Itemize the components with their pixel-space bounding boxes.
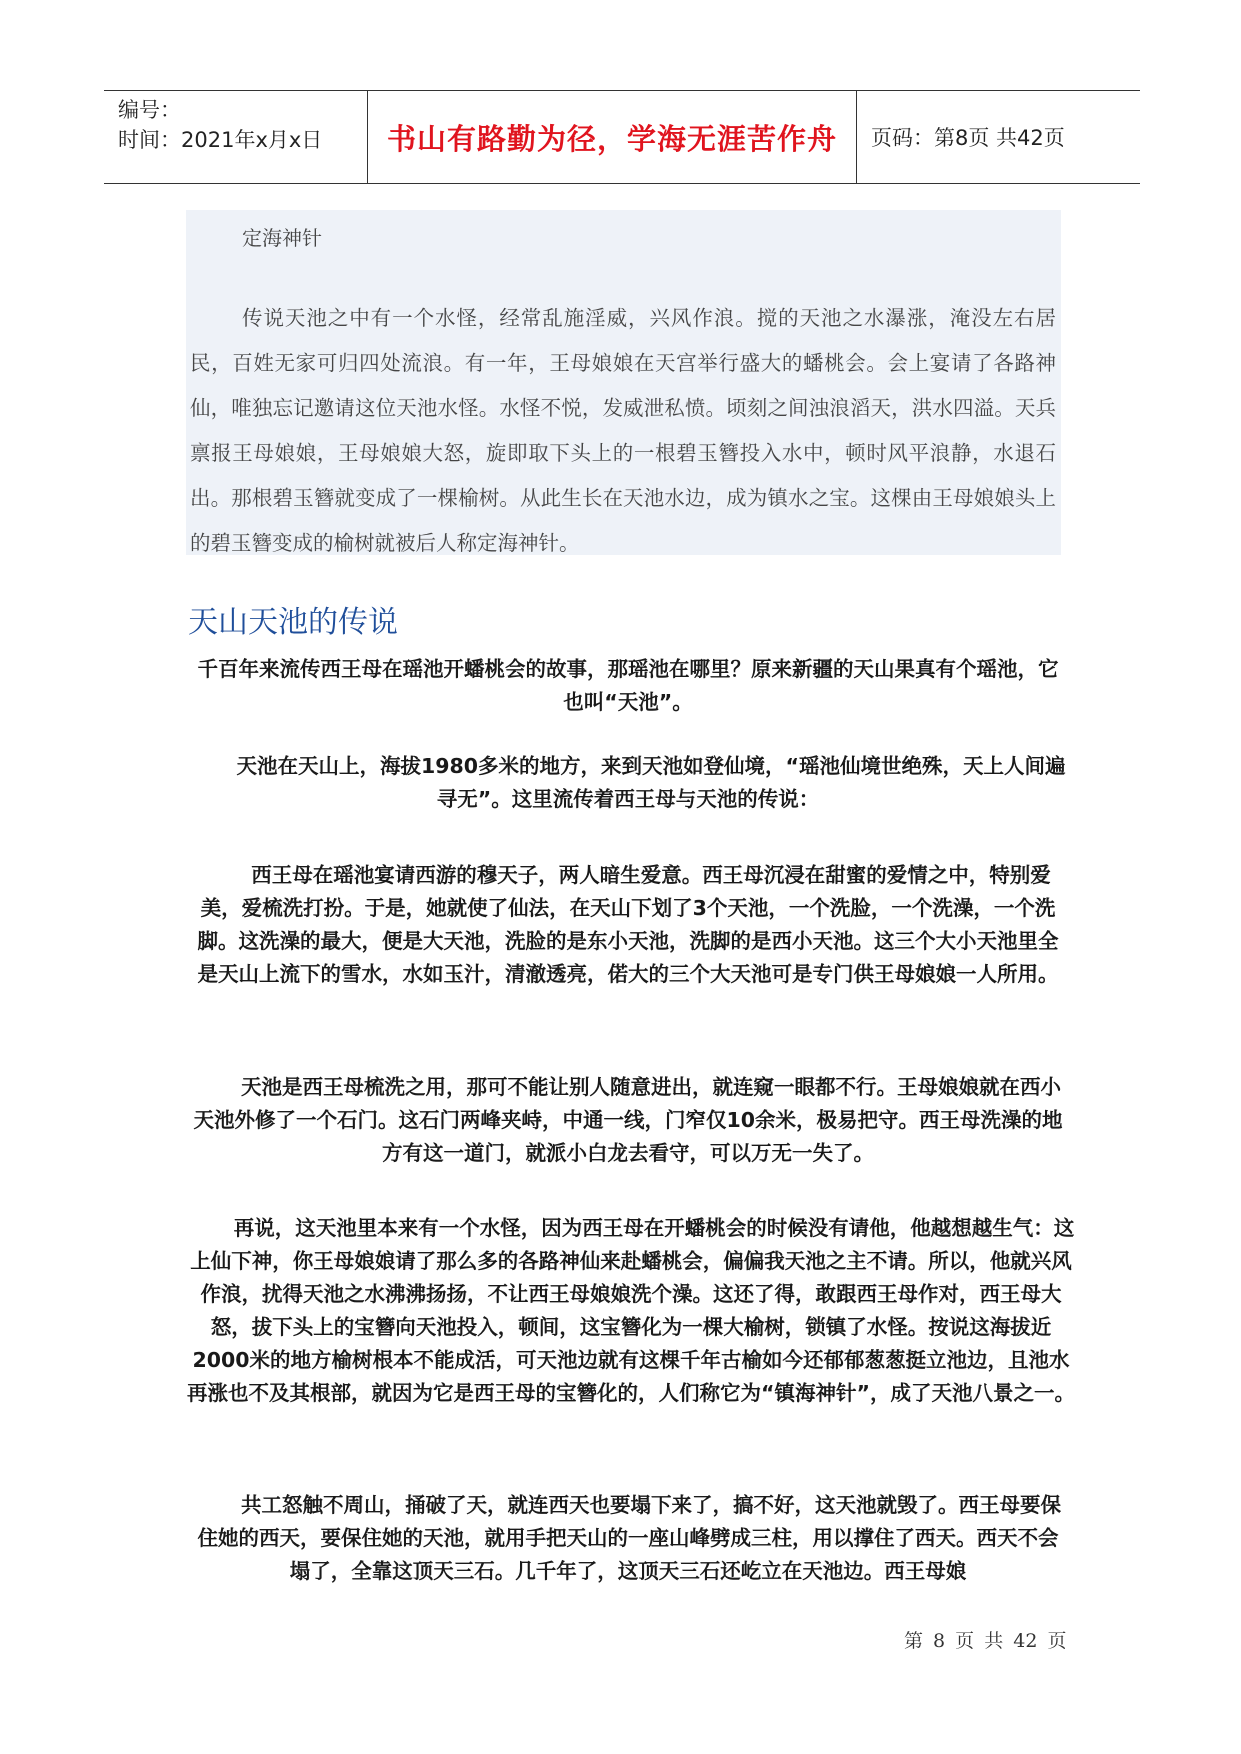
paragraph-5: 再说，这天池里本来有一个水怪，因为西王母在开蟠桃会的时候没有请他，他越想越生气：这上仙下神，你王母娘娘请了那么多的各路神仙来赴蟠桃会，偏偏我天池之主不请。所以，他就兴风作浪，扰得天池之水沸沸扬扬，不让西王母娘娘洗个澡。这还了得，敢跟西王母作对，西王母大怒，拔下头上的宝簪向天池投入，顿间，这宝簪化为一棵大榆树，锁镇了水怪。按说这海拔近2000米的地方榆树根本不能成活，可天池边就有这棵千年古榆如今还郁郁葱葱挺立池边，且池水再涨也不及其根部，就因为它是西王母的宝簪化的，人们称它为“镇海神针”，成了天池八景之一。 — [187, 1216, 1075, 1405]
header-left-cell — [104, 91, 368, 183]
shaded-block-title: 定海神针 — [242, 226, 322, 250]
shaded-block-body: 传说天池之中有一个水怪，经常乱施淫威，兴风作浪。搅的天池之水瀑涨，淹没左右居民，百姓无家可归四处流浪。有一年，王母娘娘在天宫举行盛大的蟠桃会。会上宴请了各路神仙，唯独忘记邀请这位天池水怪。水怪不悦，发威泄私愤。顷刻之间浊浪滔天，洪水四溢。天兵禀报王母娘娘，王母娘娘大怒，旋即取下头上的一根碧玉簪投入水中，顿时风平浪静，水退石出。那根碧玉簪就变成了一棵榆树。从此生长在天池水边，成为镇水之宝。这棵由王母娘娘头上的碧玉簪变成的榆树就被后人称定海神针。 — [190, 306, 1056, 555]
paragraph-3: 西王母在瑶池宴请西游的穆天子，两人暗生爱意。西王母沉浸在甜蜜的爱情之中，特别爱美，爱梳洗打扮。于是，她就使了仙法，在天山下划了3个天池，一个洗脸，一个洗澡，一个洗脚。这洗澡的最大，便是大天池，洗脸的是东小天池，洗脚的是西小天池。这三个大小天池里全是天山上流下的雪水，水如玉汁，清澈透亮，偌大的三个大天池可是专门供王母娘娘一人所用。 — [197, 863, 1059, 986]
shaded-block — [186, 210, 1061, 555]
paragraph-1: 千百年来流传西王母在瑶池开蟠桃会的故事，那瑶池在哪里？原来新疆的天山果真有个瑶池，它也叫“天池”。 — [197, 657, 1059, 714]
number-label: 编号： — [118, 98, 181, 122]
motto: 书山有路勤为径，学海无涯苦作舟 — [386, 121, 837, 156]
paragraph-6: 共工怒触不周山，捅破了天，就连西天也要塌下来了，搞不好，这天池就毁了。西王母要保住她的西天，要保住她的天池，就用手把天山的一座山峰劈成三柱，用以撑住了西天。西天不会塌了，全靠这顶天三石。几千年了，这顶天三石还屹立在天池边。西王母娘 — [197, 1493, 1061, 1583]
header-table — [104, 90, 1140, 184]
section-heading: 天山天池的传说 — [188, 605, 398, 640]
paragraph-4: 天池是西王母梳洗之用，那可不能让别人随意进出，就连窥一眼都不行。王母娘娘就在西小天池外修了一个石门。这石门两峰夹峙，中通一线，门窄仅10余米，极易把守。西王母洗澡的地方有这一道门，就派小白龙去看守，可以万无一失了。 — [193, 1075, 1063, 1165]
page-footer: 第 8 页 共 42 页 — [904, 1630, 1067, 1652]
header-motto-cell — [368, 91, 857, 183]
time-label: 时间：2021年x月x日 — [118, 128, 323, 152]
header-page-cell — [857, 91, 1140, 183]
paragraph-2: 天池在天山上，海拔1980多米的地方，来到天池如登仙境，“瑶池仙境世绝殊，天上人间遍寻无”。这里流传着西王母与天池的传说： — [236, 754, 1066, 811]
page-label: 页码：第8页 共42页 — [871, 126, 1065, 150]
